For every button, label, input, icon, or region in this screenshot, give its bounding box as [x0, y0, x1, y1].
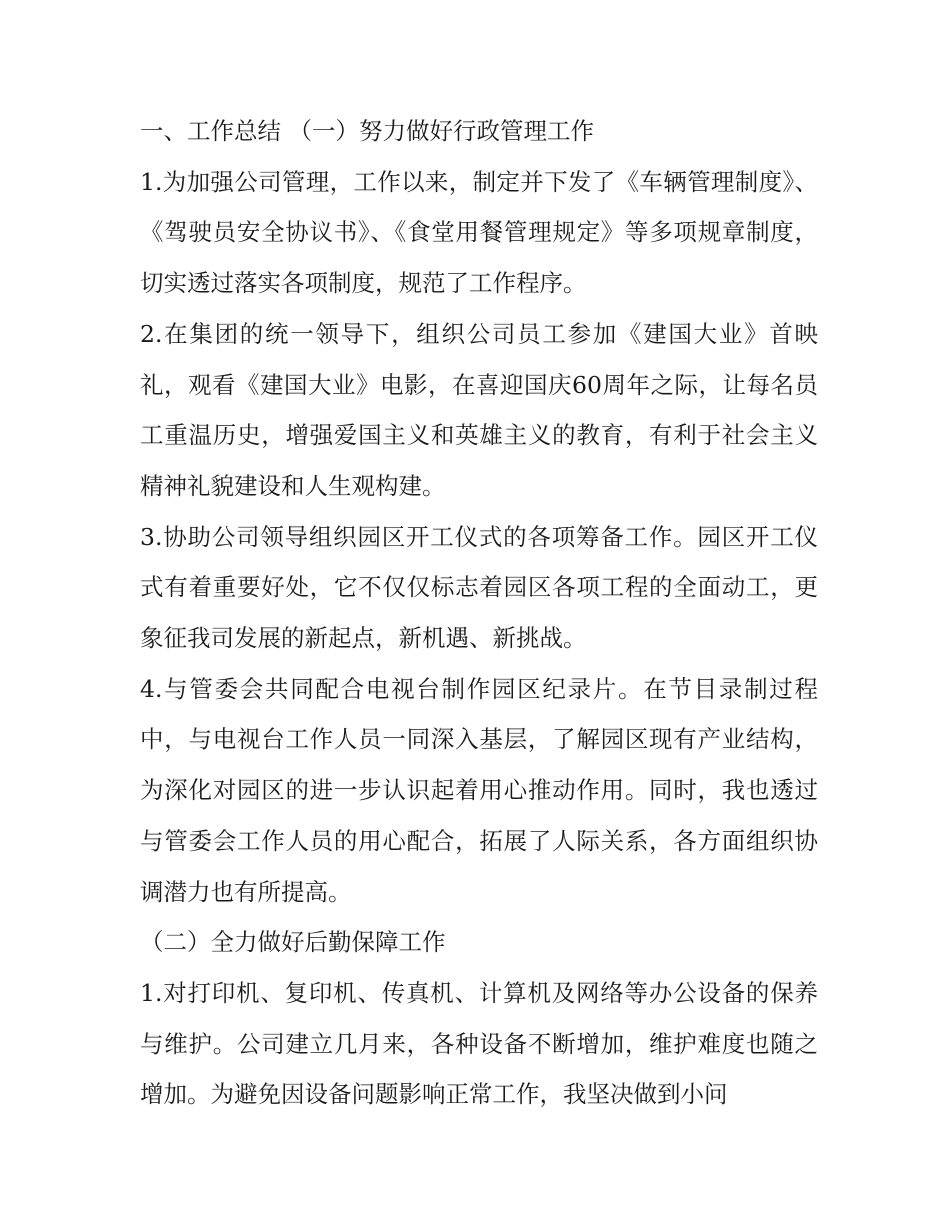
section-heading-admin: 一、工作总结 （一）努力做好行政管理工作	[140, 117, 594, 145]
paragraph-item-3: 3.协助公司领导组织园区开工仪式的各项筹备工作。园区开工仪式有着重要好处，它不仅仅标志着园区各项工程的全面动工，更象征我司发展的新起点，新机遇、新挑战。	[140, 522, 818, 653]
paragraph-item-2: 2.在集团的统一领导下，组织公司员工参加《建国大业》首映礼，观看《建国大业》电影，在喜迎国庆60周年之际，让每名员工重温历史，增强爱国主义和英雄主义的教育，有利于社会主义精神礼貌建设和人生观构建。	[140, 319, 818, 500]
document-body	[140, 106, 818, 1120]
paragraph-item-1: 1.为加强公司管理，工作以来，制定并下发了《车辆管理制度》、《驾驶员安全协议书》、《食堂用餐管理规定》等多项规章制度，切实透过落实各项制度，规范了工作程序。	[140, 167, 818, 298]
section-heading-logistics: （二）全力做好后勤保障工作	[140, 928, 446, 957]
paragraph-item-logistics-1: 1.对打印机、复印机、传真机、计算机及网络等办公设备的保养与维护。公司建立几月来，各种设备不断增加，维护难度也随之增加。为避免因设备问题影响正常工作，我坚决做到小问	[140, 978, 818, 1109]
paragraph-item-4: 4.与管委会共同配合电视台制作园区纪录片。在节目录制过程中，与电视台工作人员一同深入基层，了解园区现有产业结构，为深化对园区的进一步认识起着用心推动作用。同时，我也透过与管委会工作人员的用心配合，拓展了人际关系，各方面组织协调潜力也有所提高。	[140, 674, 818, 906]
